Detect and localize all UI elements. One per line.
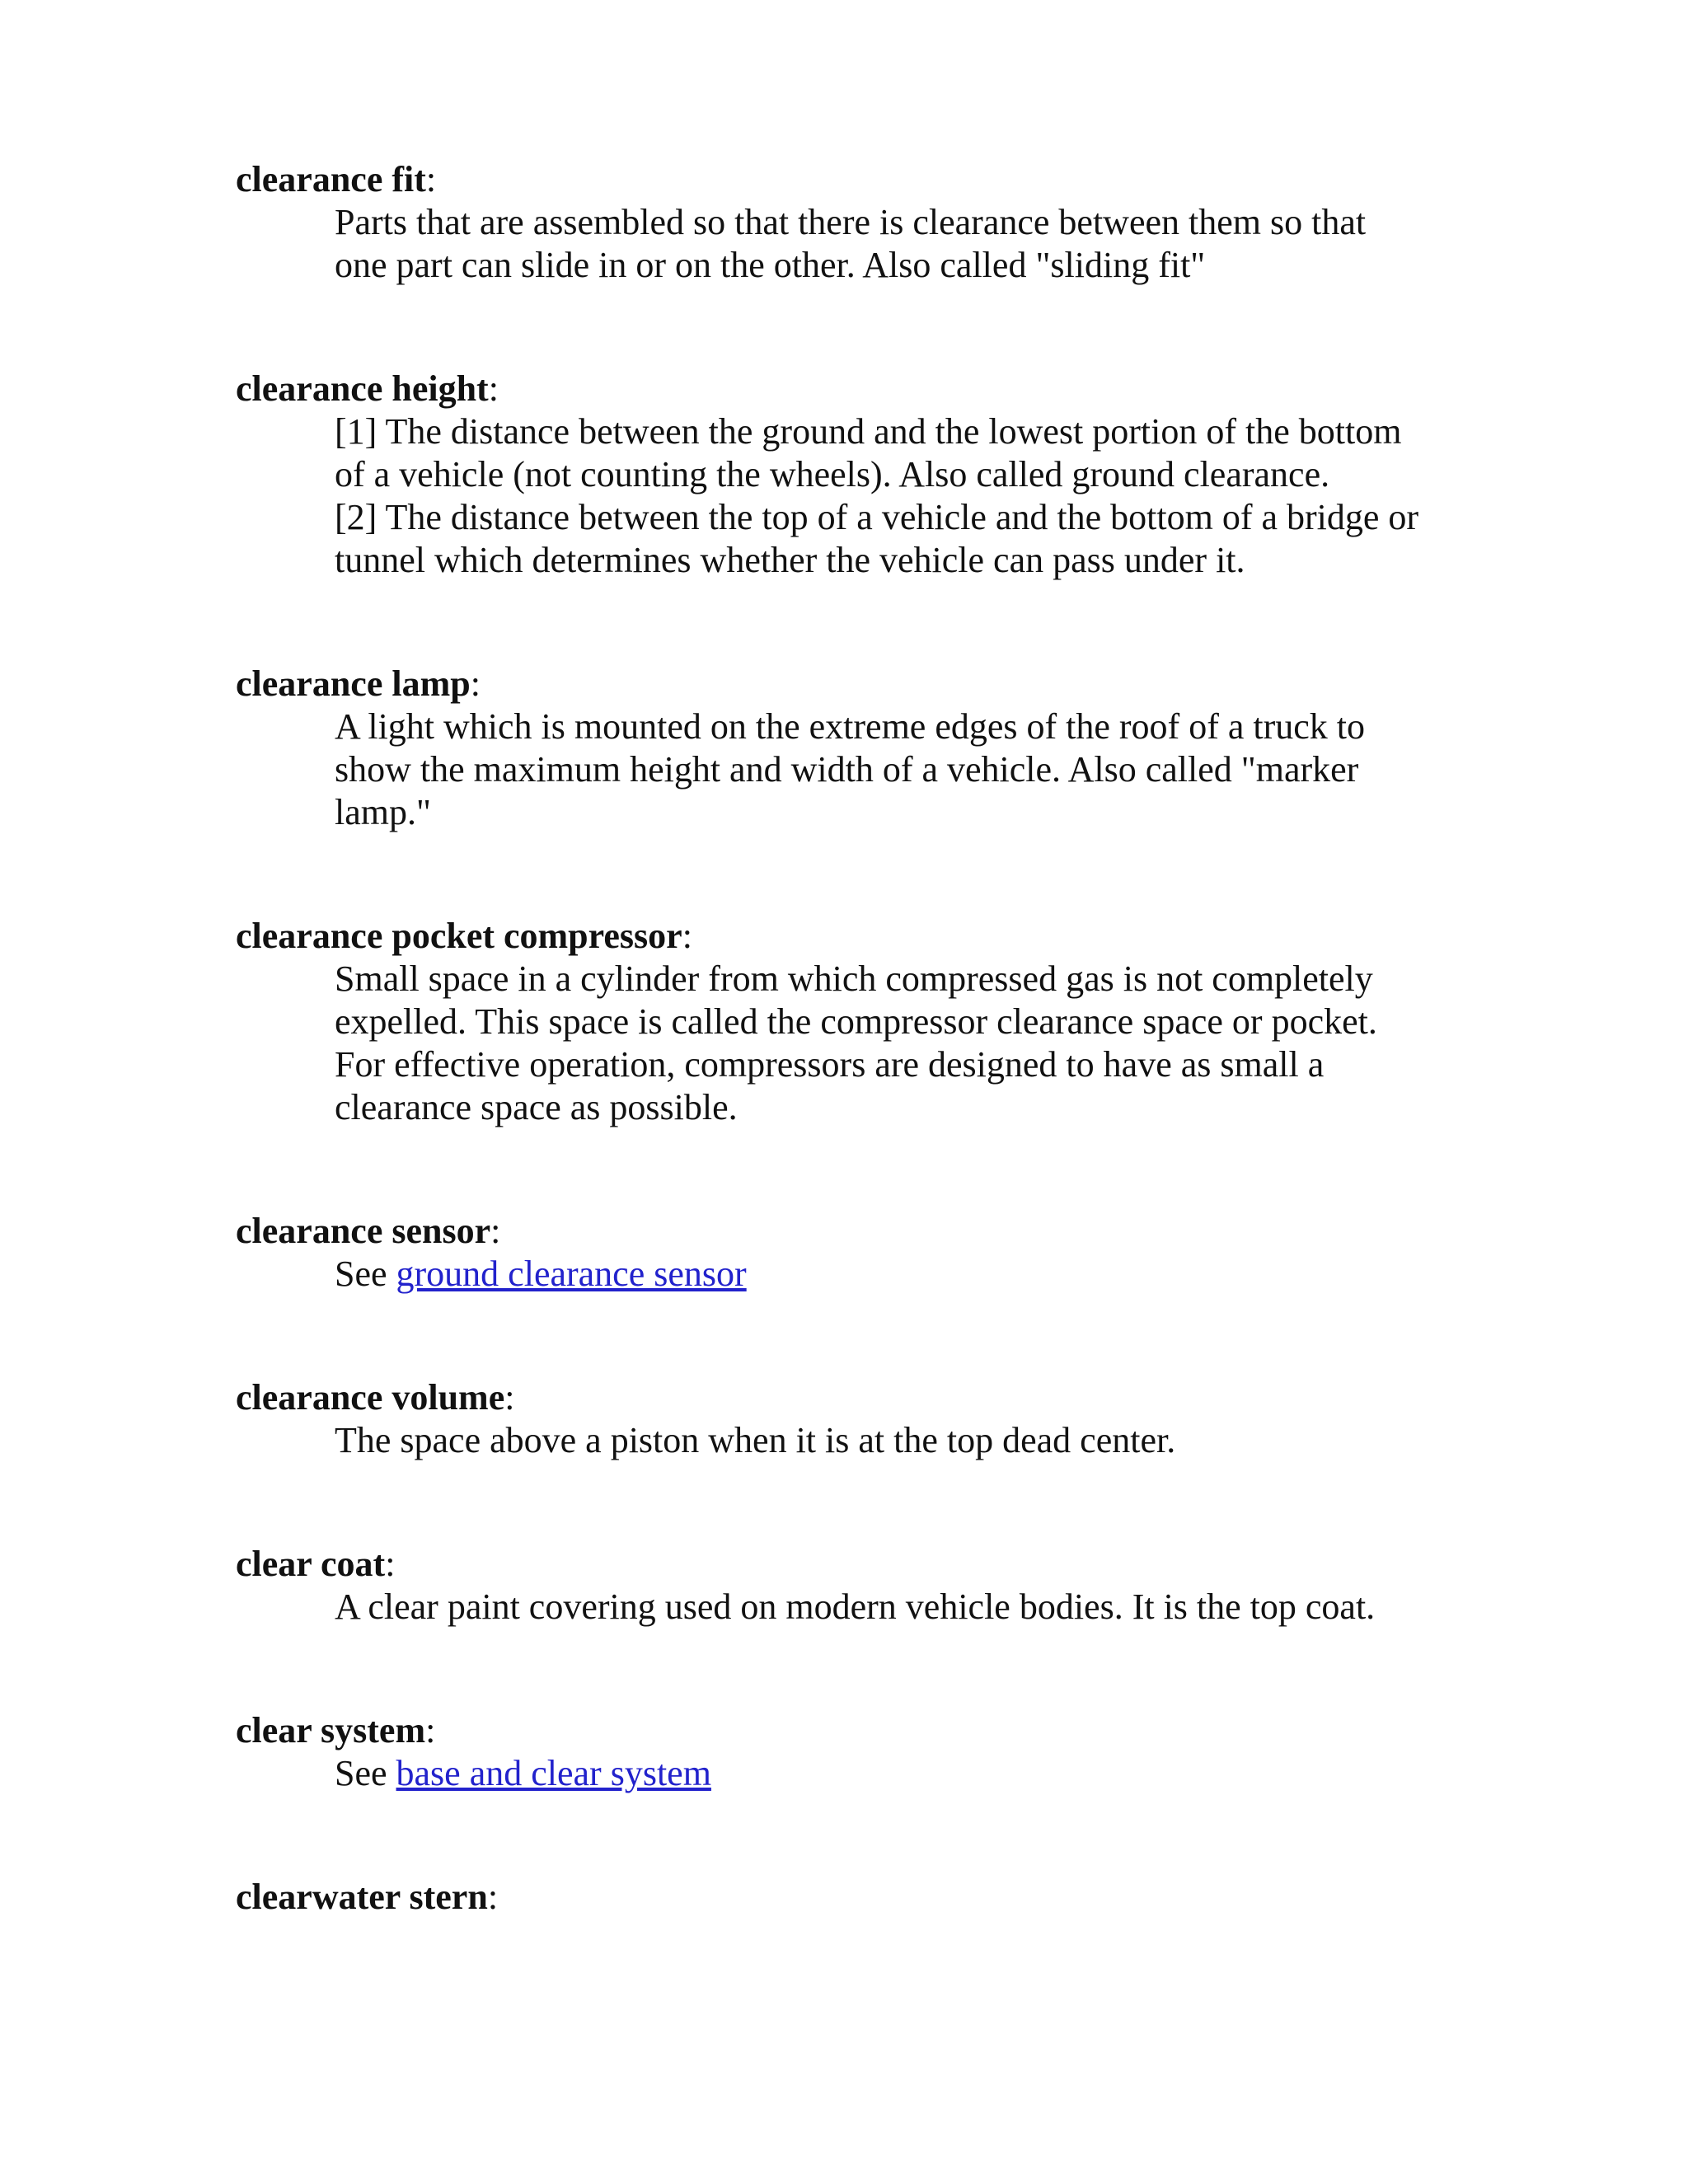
term-colon: : xyxy=(682,916,692,956)
entry-heading xyxy=(236,368,1472,410)
definition-line: Parts that are assembled so that there is clearance between them so that xyxy=(335,202,1367,242)
term-colon: : xyxy=(425,159,437,199)
entry-term: clearance pocket compressor xyxy=(236,916,682,956)
definition-line: For effective operation, compressors are designed to have as small a xyxy=(335,1044,1325,1085)
entry-term: clearance fit xyxy=(236,159,426,199)
entry-definition xyxy=(335,201,1472,287)
definition-line: clearance space as possible. xyxy=(335,1087,738,1127)
see-prefix: See xyxy=(335,1254,396,1294)
entry-heading xyxy=(236,1210,1472,1253)
glossary-entry xyxy=(236,158,1472,287)
entry-term: clearance lamp xyxy=(236,663,471,704)
definition-line: A light which is mounted on the extreme edges of the roof of a truck to xyxy=(335,706,1366,747)
definition-line: The space above a piston when it is at the top dead center. xyxy=(335,1420,1176,1460)
entry-term: clearance height xyxy=(236,368,489,409)
definition-line: show the maximum height and width of a vehicle. Also called "marker xyxy=(335,749,1359,790)
entry-heading xyxy=(236,1876,1472,1919)
base-and-clear-system-link[interactable]: base and clear system xyxy=(396,1753,711,1793)
definition-line: [2] The distance between the top of a vehicle and the bottom of a bridge or xyxy=(335,497,1419,537)
glossary-entry xyxy=(236,1210,1472,1296)
term-colon: : xyxy=(490,1211,501,1251)
term-colon: : xyxy=(470,663,481,704)
term-colon: : xyxy=(488,368,499,409)
entry-heading xyxy=(236,915,1472,958)
glossary-entry xyxy=(236,663,1472,834)
term-colon: : xyxy=(425,1710,436,1750)
entry-definition xyxy=(335,705,1472,834)
entry-definition xyxy=(335,410,1472,582)
definition-line: [1] The distance between the ground and the lowest portion of the bottom xyxy=(335,411,1402,452)
entry-heading xyxy=(236,1709,1472,1752)
term-colon: : xyxy=(487,1877,499,1917)
entry-definition xyxy=(335,1253,1472,1296)
definition-line: lamp." xyxy=(335,792,431,832)
entry-definition xyxy=(335,1586,1472,1629)
entry-definition xyxy=(335,1419,1472,1462)
entry-term: clearance sensor xyxy=(236,1211,491,1251)
entry-definition xyxy=(335,958,1472,1129)
see-prefix: See xyxy=(335,1753,396,1793)
ground-clearance-sensor-link[interactable]: ground clearance sensor xyxy=(396,1254,747,1294)
entry-term: clear coat xyxy=(236,1544,386,1584)
entry-term: clearance volume xyxy=(236,1377,505,1418)
definition-line: Small space in a cylinder from which compressed gas is not completely xyxy=(335,958,1373,999)
entry-heading xyxy=(236,158,1472,201)
entry-term: clear system xyxy=(236,1710,426,1750)
definition-line xyxy=(335,1752,1472,1795)
entry-definition xyxy=(335,1752,1472,1795)
glossary-entry xyxy=(236,1709,1472,1795)
entry-heading xyxy=(236,1543,1472,1586)
glossary-entry xyxy=(236,1376,1472,1462)
glossary-entry xyxy=(236,915,1472,1129)
definition-line: tunnel which determines whether the vehicle can pass under it. xyxy=(335,540,1245,580)
glossary-entry xyxy=(236,1543,1472,1629)
term-colon: : xyxy=(385,1544,396,1584)
definition-line: A clear paint covering used on modern vehicle bodies. It is the top coat. xyxy=(335,1586,1376,1627)
definition-line: of a vehicle (not counting the wheels). Also called ground clearance. xyxy=(335,454,1330,494)
definition-line xyxy=(335,1253,1472,1296)
definition-line: one part can slide in or on the other. Also called "sliding fit" xyxy=(335,245,1206,285)
glossary-entry xyxy=(236,1876,1472,1919)
entry-term: clearwater stern xyxy=(236,1877,488,1917)
term-colon: : xyxy=(504,1377,515,1418)
entry-heading xyxy=(236,663,1472,705)
entry-heading xyxy=(236,1376,1472,1419)
glossary-entry xyxy=(236,368,1472,582)
definition-line: expelled. This space is called the compressor clearance space or pocket. xyxy=(335,1001,1377,1042)
